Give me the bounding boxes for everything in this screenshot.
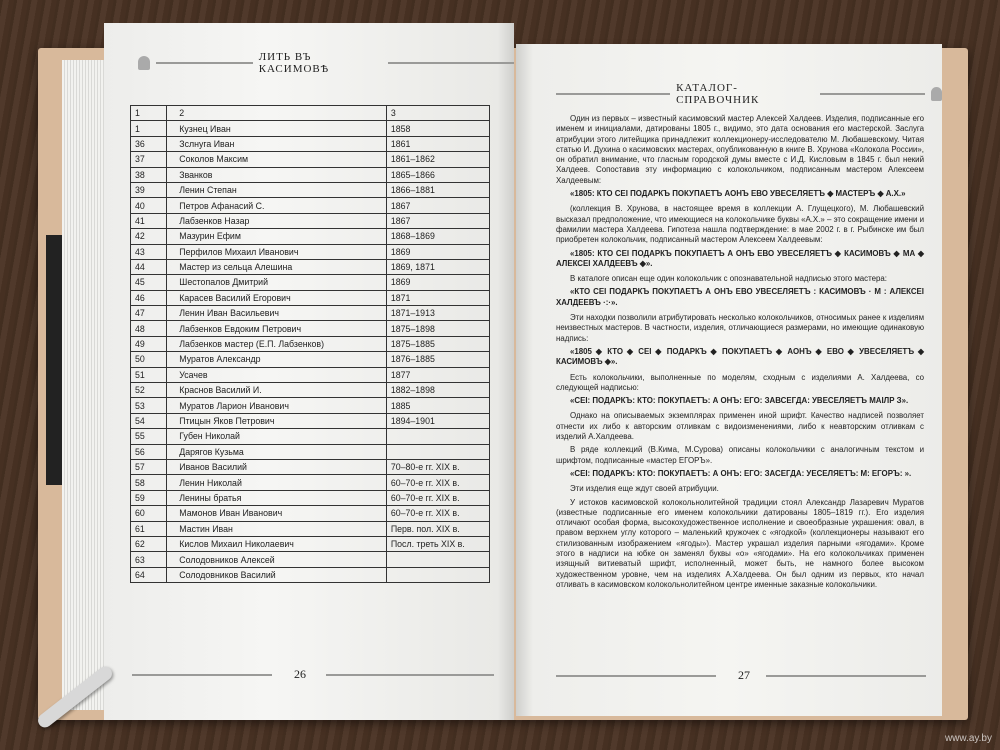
table-row <box>131 352 490 367</box>
master-name: Званков <box>167 167 387 182</box>
master-name: Усачев <box>167 367 387 382</box>
row-number: 59 <box>131 490 167 505</box>
master-name: Муратов Александр <box>167 352 387 367</box>
master-name: Кислов Михаил Николаевич <box>167 536 387 551</box>
table-row <box>131 182 490 197</box>
row-number: 44 <box>131 259 167 274</box>
text-paragraph: В ряде коллекций (В.Кима, М.Сурова) описаны колокольчики с аналогичным текстом и шрифтом, подписанные «мастер ЕГОРЪ». <box>556 445 924 465</box>
dates <box>386 444 489 459</box>
body-text <box>556 114 924 593</box>
row-number: 64 <box>131 567 167 582</box>
table-row <box>131 259 490 274</box>
dates: 1867 <box>386 213 489 228</box>
master-name: Лабзенков Евдоким Петрович <box>167 321 387 336</box>
footer-line <box>326 674 494 676</box>
text-paragraph: (коллекция В. Хрунова, в настоящее время в коллекции А. Глущецкого), М. Любашевский высказал предположение, что имеющиеся на колокольчике буквы «А.Х.» – это сокращение имени и фамилии мастера Халдеева. Гипотеза нашла подтверждение: в мае 2002 г. в г. Рыбинске им был приобретен колокольчик, подписанный мастером Алексеем Халдеевым: <box>556 204 924 245</box>
table-row <box>131 244 490 259</box>
watermark: www.ay.by <box>944 733 992 744</box>
bell-icon <box>138 56 150 70</box>
dates: 60–70-е гг. XIX в. <box>386 490 489 505</box>
table-row <box>131 506 490 521</box>
row-number: 53 <box>131 398 167 413</box>
row-number: 52 <box>131 383 167 398</box>
dates: 60–70-е гг. XIX в. <box>386 506 489 521</box>
row-number: 56 <box>131 444 167 459</box>
row-number: 60 <box>131 506 167 521</box>
master-name: Мастин Иван <box>167 521 387 536</box>
right-running-head: КАТАЛОГ-СПРАВОЧНИК <box>556 82 942 106</box>
text-paragraph: Однако на описываемых экземплярах применен иной шрифт. Качество надписей позволяет отнести их либо к авторским отливкам с видоизменениями, либо к неавторским отливкам с изделий А.Халдеева. <box>556 411 924 442</box>
row-number: 55 <box>131 429 167 444</box>
table-row <box>131 413 490 428</box>
row-number: 49 <box>131 336 167 351</box>
dates: 1858 <box>386 121 489 136</box>
master-name: Птицын Яков Петрович <box>167 413 387 428</box>
dates: 1868–1869 <box>386 229 489 244</box>
master-name: Карасев Василий Егорович <box>167 290 387 305</box>
dates <box>386 567 489 582</box>
dates: 1871 <box>386 290 489 305</box>
inscription-paragraph: «СЕI: ПОДАРКЪ: КТО: ПОКУПАЕТЪ: А ОНЪ: ЕГО: ЗАВСЕГДА: УВЕСЕЛЯЕТЪ МАIЛР З». <box>570 396 909 406</box>
table-row <box>131 552 490 567</box>
table-row <box>131 229 490 244</box>
row-number: 42 <box>131 229 167 244</box>
master-name: Губен Николай <box>167 429 387 444</box>
master-name: Краснов Василий И. <box>167 383 387 398</box>
master-name: Кузнец Иван <box>167 121 387 136</box>
row-number: 41 <box>131 213 167 228</box>
inscription-paragraph: «1805: КТО СЕI ПОДАРКЪ ПОКУПАЕТЪ А ОНЪ ЕВО УВЕСЕЛЯЕТЪ ◆ КАСИМОВЪ ◆ МА ◆ АЛЕКСЕI ХАЛДЕЕВЪ ◆». <box>556 248 924 268</box>
table-row <box>131 429 490 444</box>
dates: Перв. пол. XIX в. <box>386 521 489 536</box>
master-name: Ленины братья <box>167 490 387 505</box>
table-row <box>131 167 490 182</box>
master-name: Соколов Максим <box>167 152 387 167</box>
table-row <box>131 475 490 490</box>
table-row <box>131 490 490 505</box>
row-number: 36 <box>131 136 167 151</box>
master-name: Ленин Иван Васильевич <box>167 306 387 321</box>
master-name: Шестопалов Дмитрий <box>167 275 387 290</box>
row-number: 48 <box>131 321 167 336</box>
table-row <box>131 536 490 551</box>
master-name: Перфилов Михаил Иванович <box>167 244 387 259</box>
dates: 1875–1898 <box>386 321 489 336</box>
right-page <box>516 44 942 716</box>
text-paragraph: У истоков касимовской колокольнолитейной традиции стоял Александр Лазаревич Муратов (известные подписанные его именем колокольчики датированы 1805–1819 гг.). Его изделия отличают особая форма, высокохудожественное исполнение и своеобразные украшения: овал, в правом верхнем углу которого – маленький кружочек с «ягодкой» (коллекционеры называют его стилизованным изображением «ягоды»). Мастер украшал изделия парными «ягодами». Кроме этого в надписи на юбке он заменял буквы «о» «ягодами». На его колокольчиках применен изящный витиеватый шрифт, исполненный, может быть, не намного более высоком художественном уровне, чем на изделиях А.Халдеева. Он был одним из первых, кто начал отливать в касимовском колокольнолитейном центре именные заказные колокольчики. <box>556 497 924 589</box>
dates: 1867 <box>386 198 489 213</box>
text-paragraph: Один из первых – известный касимовский мастер Алексей Халдеев. Изделия, подписанные его именем и инициалами, датированы 1805 г., видимо, это дата основания его мастерской. Заслуга атрибуции этого литейщика принадлежит коллекционеру-исследователю М. Любашевскому. Читая статью И. Духина о касимовских мастерах, опубликованную в книге В. Хрунова «Колокола России», он обратил внимание, что гласным городской думы вместе с И.Д. Кисловым в 1845 г. был некий Халдеев. Сопоставив эту информацию с колокольчиком, подписанным мастером Алексеем Халдеевым: <box>556 114 924 185</box>
inscription-paragraph: «СЕI: ПОДАРКЪ: КТО: ПОКУПАЕТЪ: А ОНЪ: ЕГО: ЗАСЕГДА: УЕСЕЛЯЕТЪ: М: ЕГОРЪ: ». <box>570 468 912 478</box>
master-name: Дарягов Кузьма <box>167 444 387 459</box>
row-number: 1 <box>131 121 167 136</box>
dates: 1885 <box>386 398 489 413</box>
row-number: 40 <box>131 198 167 213</box>
table-row <box>131 275 490 290</box>
row-number: 51 <box>131 367 167 382</box>
dates <box>386 552 489 567</box>
dates: 1866–1881 <box>386 182 489 197</box>
table-row <box>131 306 490 321</box>
dates: 1869, 1871 <box>386 259 489 274</box>
dates: 1871–1913 <box>386 306 489 321</box>
master-name: Лабзенков Назар <box>167 213 387 228</box>
bell-icon <box>931 87 942 101</box>
footer-line <box>766 675 926 677</box>
master-name: Мастер из сельца Алешина <box>167 259 387 274</box>
dates: 1876–1885 <box>386 352 489 367</box>
master-name: Иванов Василий <box>167 459 387 474</box>
dates: 1869 <box>386 275 489 290</box>
dates <box>386 429 489 444</box>
master-name: Солодовников Василий <box>167 567 387 582</box>
table-row <box>131 136 490 151</box>
master-name: Ленин Степан <box>167 182 387 197</box>
text-paragraph: В каталоге описан еще один колокольчик с опознавательной надписью этого мастера: <box>570 274 888 284</box>
text-paragraph: Есть колокольчики, выполненные по моделям, сходным с изделиями А. Халдеева, со следующей надписью: <box>556 372 924 392</box>
masters-table <box>130 105 490 583</box>
table-row <box>131 521 490 536</box>
dates: 1877 <box>386 367 489 382</box>
footer-line <box>132 674 272 676</box>
dates: 70–80-е гг. XIX в. <box>386 459 489 474</box>
text-paragraph: Эти изделия еще ждут своей атрибуции. <box>570 484 719 494</box>
master-name: Муратов Ларион Иванович <box>167 398 387 413</box>
master-name: Зслнуга Иван <box>167 136 387 151</box>
page-number-left: 26 <box>294 667 306 681</box>
master-name: Лабзенков мастер (Е.П. Лабзенков) <box>167 336 387 351</box>
dates: 60–70-е гг. XIX в. <box>386 475 489 490</box>
dates: 1865–1866 <box>386 167 489 182</box>
row-number: 38 <box>131 167 167 182</box>
master-name: Солодовников Алексей <box>167 552 387 567</box>
master-name: Ленин Николай <box>167 475 387 490</box>
left-running-head: ЛИТЬ ВЪ КАСИМОВѢ <box>138 51 514 75</box>
row-number: 39 <box>131 182 167 197</box>
table-row <box>131 444 490 459</box>
table-row <box>131 198 490 213</box>
table-row <box>131 459 490 474</box>
row-number: 43 <box>131 244 167 259</box>
row-number: 63 <box>131 552 167 567</box>
table-row <box>131 121 490 136</box>
page-stack <box>62 60 104 710</box>
header-cell: 1 <box>131 106 167 121</box>
row-number: 54 <box>131 413 167 428</box>
row-number: 37 <box>131 152 167 167</box>
inscription-paragraph: «1805 ◆ КТО ◆ СЕI ◆ ПОДАРКЪ ◆ ПОКУПАЕТЪ ◆ АОНЪ ◆ ЕВО ◆ УВЕСЕЛЯЕТЪ ◆ КАСИМОВЪ ◆». <box>556 346 924 367</box>
master-name: Петров Афанасий С. <box>167 198 387 213</box>
row-number: 47 <box>131 306 167 321</box>
dates: 1861–1862 <box>386 152 489 167</box>
table-row <box>131 567 490 582</box>
row-number: 57 <box>131 459 167 474</box>
book-spine <box>46 235 62 485</box>
inscription-paragraph: «КТО СЕI ПОДАРКЪ ПОКУПАЕТЪ А ОНЪ ЕВО УВЕСЕЛЯЕТЪ : КАСИМОВЪ · М : АЛЕКСЕI ХАЛДЕЕВЪ ·:·». <box>556 287 924 307</box>
table-row <box>131 152 490 167</box>
dates: 1882–1898 <box>386 383 489 398</box>
inscription-paragraph: «1805: КТО СЕI ПОДАРКЪ ПОКУПАЕТЪ АОНЪ ЕВО УВЕСЕЛЯЕТЪ ◆ МАСТЕРЪ ◆ А.Х.» <box>570 189 906 199</box>
left-page <box>104 23 514 720</box>
header-cell: 3 <box>386 106 489 121</box>
page-number-right: 27 <box>738 668 750 682</box>
row-number: 61 <box>131 521 167 536</box>
dates: 1869 <box>386 244 489 259</box>
dates: 1861 <box>386 136 489 151</box>
footer-line <box>556 675 716 677</box>
dates: 1894–1901 <box>386 413 489 428</box>
row-number: 62 <box>131 536 167 551</box>
row-number: 58 <box>131 475 167 490</box>
text-paragraph: Эти находки позволили атрибутировать несколько колокольчиков, относимых ранее к изделиям неизвестных мастеров. В частности, изделия, отличающиеся размерами, но имеющие одинаковую надпись: <box>556 313 924 343</box>
table-row <box>131 383 490 398</box>
table-row <box>131 321 490 336</box>
table-row <box>131 213 490 228</box>
dates: Посл. треть XIX в. <box>386 536 489 551</box>
row-number: 45 <box>131 275 167 290</box>
row-number: 46 <box>131 290 167 305</box>
table-row <box>131 367 490 382</box>
table-row <box>131 398 490 413</box>
master-name: Мамонов Иван Иванович <box>167 506 387 521</box>
row-number: 50 <box>131 352 167 367</box>
table-row <box>131 336 490 351</box>
master-name: Мазурин Ефим <box>167 229 387 244</box>
table-row <box>131 290 490 305</box>
header-cell: 2 <box>167 106 387 121</box>
dates: 1875–1885 <box>386 336 489 351</box>
table-header-row <box>131 106 490 121</box>
